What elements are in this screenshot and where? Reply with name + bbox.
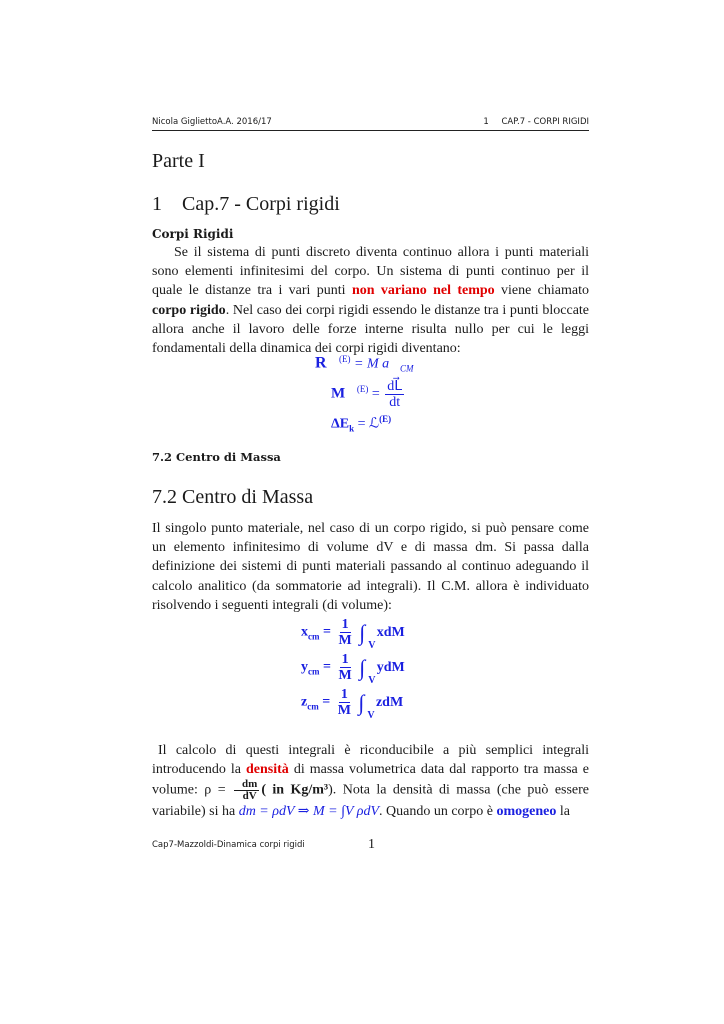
eq3-rhs: = ℒ	[357, 416, 380, 432]
p3-text-a: Il calcolo di questi integrali è riconducibile a più semplici integrali introducendo la	[152, 743, 589, 778]
zcm-den: M	[337, 703, 351, 718]
p3-text-f: la	[556, 804, 570, 820]
ycm-lhs: y	[301, 659, 308, 675]
zcm-lhs: z	[301, 694, 308, 710]
page-number: 1	[368, 837, 375, 852]
equation-angular-momentum	[331, 379, 406, 410]
ycm-integral-sign	[359, 654, 376, 686]
xcm-integral-sign	[359, 619, 376, 651]
ycm-equals: =	[323, 659, 331, 675]
xcm-den: M	[338, 633, 352, 648]
paragraph-densita	[152, 741, 589, 822]
p3-blue-term: omogeneo	[496, 804, 557, 820]
equation-newton-cm	[315, 354, 414, 373]
header-page-ref: 1	[483, 117, 489, 127]
eq3-lhs: ΔE	[331, 416, 350, 432]
eq2-fraction	[385, 379, 404, 410]
running-header	[152, 117, 589, 131]
zcm-num: 1	[340, 687, 348, 702]
p1-text-b: viene chiamato	[494, 283, 589, 299]
eq1-sup: (E)	[339, 354, 351, 364]
eq2-equals: =	[371, 386, 380, 402]
xcm-integral-domain: V	[368, 639, 376, 651]
eq1-rhs: = M a⃗	[354, 356, 400, 372]
xcm-fraction	[336, 617, 353, 648]
zcm-integral-sign	[358, 689, 375, 721]
subsection-heading-small: 7.2 Centro di Massa	[152, 450, 281, 464]
header-chapter: CAP.7 - CORPI RIGIDI	[501, 117, 589, 127]
p3-frac-num: dm	[234, 779, 259, 791]
part-title: Parte I	[152, 150, 205, 172]
paragraph-corpi-rigidi	[152, 243, 589, 358]
zcm-integral-glyph: ∫	[358, 689, 365, 715]
ycm-fraction	[336, 652, 353, 683]
equation-work-energy	[331, 414, 391, 433]
p3-density-fraction	[234, 779, 259, 802]
chapter-title	[152, 193, 340, 216]
header-author-year: Nicola GigliettoA.A. 2016/17	[152, 117, 272, 127]
xcm-sub: cm	[308, 631, 320, 642]
zcm-rhs: zdM	[375, 694, 404, 710]
page-footer	[152, 837, 589, 852]
ycm-integral-glyph: ∫	[359, 654, 366, 680]
ycm-den: M	[338, 668, 352, 683]
footer-source: Cap7-Mazzoldi-Dinamica corpi rigidi	[152, 840, 305, 850]
ycm-rhs: ydM	[376, 659, 405, 675]
p3-text-e: . Quando un corpo è	[379, 804, 497, 820]
p3-text-d: ). Nota la densità di massa (che può essere variabile) si ha	[152, 783, 590, 820]
section-title: 7.2 Centro di Massa	[152, 486, 314, 508]
p3-highlight-red: densità	[246, 762, 289, 778]
xcm-lhs: x	[301, 624, 308, 640]
equation-zcm	[301, 687, 404, 721]
eq3-sub: k	[349, 423, 355, 434]
zcm-fraction	[336, 687, 353, 718]
ycm-num: 1	[341, 652, 349, 667]
p1-highlight-red: non variano nel tempo	[351, 283, 495, 299]
p3-frac-den: dV	[242, 790, 257, 803]
eq1-lhs: R⃗	[315, 354, 339, 372]
eq2-numerator: dL⃗	[387, 379, 403, 394]
p1-bold-term: corpo rigido	[152, 302, 226, 318]
paragraph-centro-massa: Il singolo punto materiale, nel caso di un corpo rigido, si può pensare come un elemento infinitesimo di volume dV e di massa dm. Si passa dalla definizione dei sistemi di punti materiali passando al continuo adeguando il calcolo analitico (da sommatorie ad integrali). Il C.M. allora è individuato risolvendo i seguenti integrali (di volume):	[152, 521, 589, 613]
equation-ycm	[301, 652, 405, 686]
header-right	[483, 117, 589, 127]
ycm-sub: cm	[308, 666, 320, 677]
p3-blue-formula: dm = ρdV ⇒ M = ∫V ρdV	[238, 804, 380, 820]
p1-text-c: . Nel caso dei corpi rigidi essendo le distanze tra i punti bloccate allora anche il lavoro delle forze interne risulta nullo per cui le leggi fondamentali della dinamica dei corpi rigidi diventano:	[152, 302, 590, 357]
zcm-sub: cm	[307, 701, 319, 712]
chapter-title-text: Cap.7 - Corpi rigidi	[182, 193, 340, 215]
eq2-denominator: dt	[389, 395, 401, 410]
p3-text-b: di massa volumetrica data dal rapporto tra massa e volume: ρ =	[152, 762, 589, 799]
p3-unit: ( in Kg/m³	[261, 783, 329, 799]
eq1-sub: CM	[400, 363, 414, 374]
ycm-integral-domain: V	[368, 674, 376, 686]
paragraph-heading-corpi-rigidi: Corpi Rigidi	[152, 227, 234, 241]
eq2-sup: (E)	[356, 384, 369, 395]
p1-text-a: Se il sistema di punti discreto diventa continuo allora i punti materiali sono elementi infinitesimi del corpo. Un sistema di punti continuo per il quale le distanze tra i vari punti	[152, 245, 589, 299]
xcm-integral-glyph: ∫	[359, 619, 366, 645]
xcm-equals: =	[323, 624, 331, 640]
eq3-sup: (E)	[379, 414, 392, 424]
zcm-equals: =	[322, 694, 331, 710]
equation-xcm	[301, 617, 405, 651]
xcm-rhs: xdM	[376, 624, 405, 640]
eq2-lhs: M⃗	[331, 385, 357, 402]
zcm-integral-domain: V	[367, 709, 375, 721]
chapter-number: 1	[152, 193, 162, 215]
xcm-num: 1	[341, 617, 349, 632]
